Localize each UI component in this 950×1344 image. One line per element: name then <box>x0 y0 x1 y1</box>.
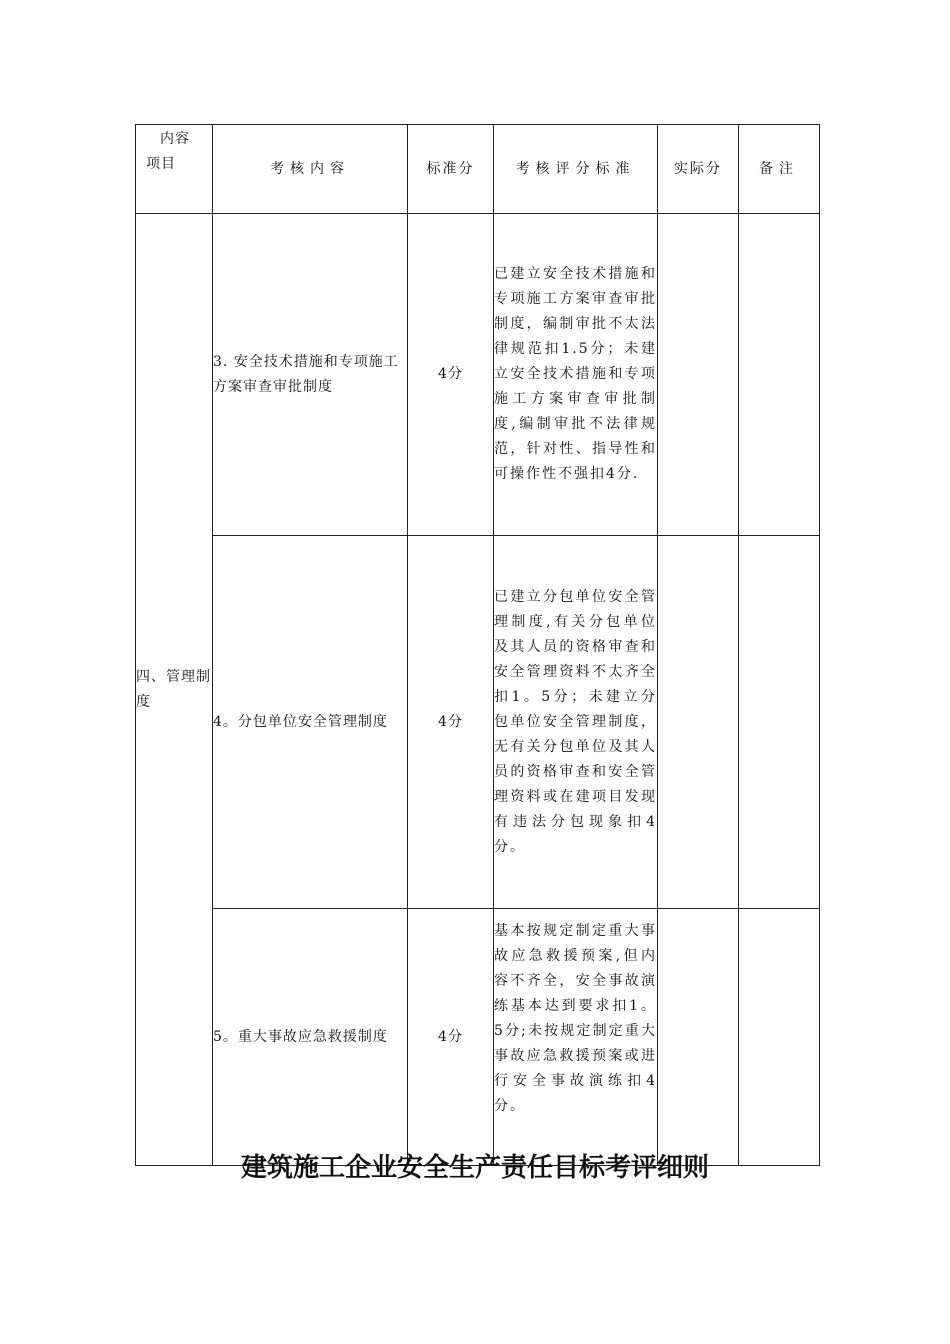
table-row <box>136 214 820 536</box>
header-standard-score: 标准分 <box>408 125 494 214</box>
row-actual-score <box>658 536 739 909</box>
table-header-row <box>136 125 820 214</box>
header-item-line2: 项目 <box>146 156 176 172</box>
row-criteria: 已建立分包单位安全管理制度,有关分包单位及其人员的资格审查和安全管理资料不太齐全扣1。5分；未建立分包单位安全管理制度，无有关分包单位及其人员的资格审查和安全管理资料或在建项目发现有违法分包现象扣4分。 <box>494 536 658 909</box>
assessment-table <box>135 124 820 1166</box>
row-remark <box>739 536 820 909</box>
header-item-line1: 内容 <box>160 131 190 147</box>
header-content: 考核内容 <box>213 125 408 214</box>
row-score: 4分 <box>408 909 494 1166</box>
header-item-cell <box>136 125 213 214</box>
table-row <box>136 909 820 1166</box>
row-score: 4分 <box>408 214 494 536</box>
table-row <box>136 536 820 909</box>
row-criteria: 基本按规定制定重大事故应急救援预案,但内容不齐全，安全事故演练基本达到要求扣1。5分;未按规定制定重大事故应急救援预案或进行安全事故演练扣4分。 <box>494 909 658 1166</box>
category-cell: 四、管理制度 <box>136 214 213 1166</box>
row-remark <box>739 909 820 1166</box>
row-remark <box>739 214 820 536</box>
row-content: 3. 安全技术措施和专项施工方案审查审批制度 <box>213 214 408 536</box>
row-content: 5。重大事故应急救援制度 <box>213 909 408 1166</box>
header-actual-score: 实际分 <box>658 125 739 214</box>
row-score: 4分 <box>408 536 494 909</box>
header-remarks: 备注 <box>739 125 820 214</box>
document-title: 建筑施工企业安全生产责任目标考评细则 <box>240 1153 709 1183</box>
row-actual-score <box>658 214 739 536</box>
row-actual-score <box>658 909 739 1166</box>
row-content: 4。分包单位安全管理制度 <box>213 536 408 909</box>
header-criteria: 考核评分标准 <box>494 125 658 214</box>
row-criteria: 已建立安全技术措施和专项施工方案审查审批制度，编制审批不太法律规范扣1.5分；未建立安全技术措施和专项施工方案审查审批制度,编制审批不法律规范，针对性、指导性和可操作性不强扣4分. <box>494 214 658 536</box>
